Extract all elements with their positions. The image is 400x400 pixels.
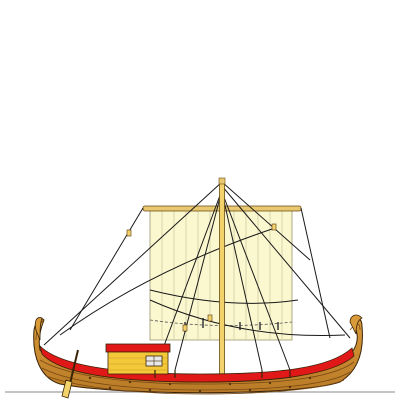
mast-top xyxy=(219,178,225,184)
mast xyxy=(220,180,225,380)
cabin xyxy=(106,344,170,374)
